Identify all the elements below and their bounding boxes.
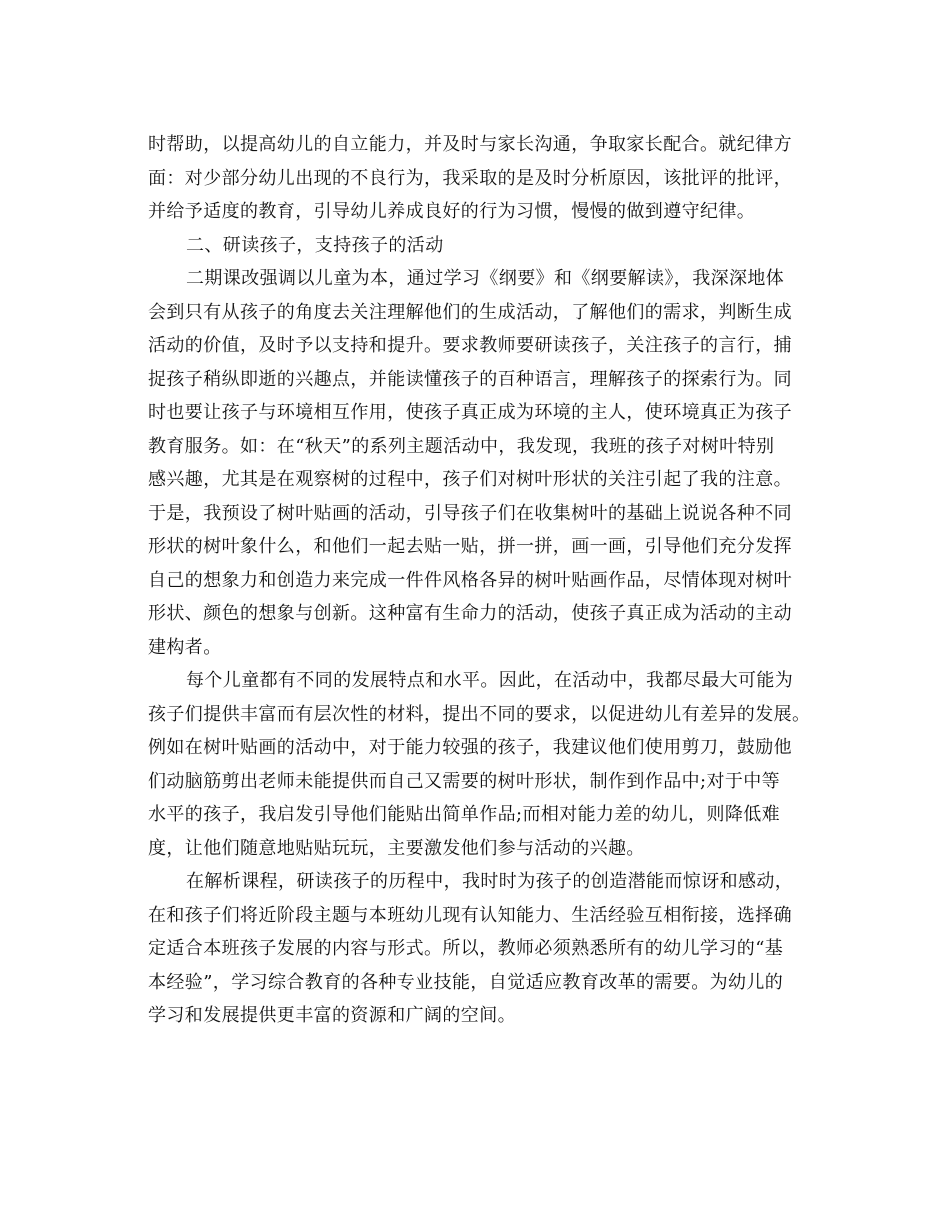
text-line: 水平的孩子，我启发引导他们能贴出简单作品;而相对能力差的幼儿，则降低难 [148,804,781,825]
paragraph-start-line: 二期课改强调以儿童为本，通过学习《纲要》和《纲要解读》，我深深地体 [186,268,785,289]
text-line: 感兴趣，尤其是在观察树的过程中，孩子们对树叶形状的关注引起了我的注意。 [148,469,792,490]
paragraph-start-line: 每个儿童都有不同的发展特点和水平。因此，在活动中，我都尽最大可能为 [186,670,794,691]
text-line: 例如在树叶贴画的活动中，对于能力较强的孩子，我建议他们使用剪刀，鼓励他 [148,737,792,758]
paragraph-start-line: 在解析课程，研读孩子的历程中，我时时为孩子的创造潜能而惊讶和感动， [186,871,794,892]
text-line: 时帮助，以提高幼儿的自立能力，并及时与家长沟通，争取家长配合。就纪律方 [148,134,792,155]
text-line: 建构者。 [148,636,222,658]
text-line: 于是，我预设了树叶贴画的活动，引导孩子们在收集树叶的基础上说说各种不同 [148,502,792,524]
text-line: 并给予适度的教育，引导幼儿养成良好的行为习惯，慢慢的做到遵守纪律。 [148,201,756,222]
text-line: 形状、颜色的想象与创新。这种富有生命力的活动，使孩子真正成为活动的主动 [148,603,792,624]
text-line: 活动的价值，及时予以支持和提升。要求教师要研读孩子，关注孩子的言行，捕 [148,335,792,356]
text-line: 自己的想象力和创造力来完成一件件风格各异的树叶贴画作品，尽情体现对树叶 [148,569,792,591]
text-line: 们动脑筋剪出老师未能提供而自己又需要的树叶形状，制作到作品中;对于中等 [148,770,781,792]
text-line: 定适合本班孩子发展的内容与形式。所以，教师必须熟悉所有的幼儿学习的“基 [148,938,784,959]
text-line: 形状的树叶象什么，和他们一起去贴一贴，拼一拼，画一画，引导他们充分发挥 [148,536,792,557]
text-line: 学习和发展提供更丰富的资源和广阔的空间。 [148,1005,516,1026]
text-line: 本经验”，学习综合教育的各种专业技能，自觉适应教育改革的需要。为幼儿的 [148,971,784,993]
text-line: 面：对少部分幼儿出现的不良行为，我采取的是及时分析原因，该批评的批评， [148,167,792,189]
text-line: 孩子们提供丰富而有层次性的材料，提出不同的要求，以促进幼儿有差异的发展。 [148,703,811,725]
text-line: 时也要让孩子与环境相互作用，使孩子真正成为环境的主人，使环境真正为孩子 [148,402,792,423]
section-heading: 二、研读孩子，支持孩子的活动 [186,234,444,256]
text-line: 在和孩子们将近阶段主题与本班幼儿现有认知能力、生活经验互相衔接，选择确 [148,904,792,926]
text-line: 会到只有从孩子的角度去关注理解他们的生成活动，了解他们的需求，判断生成 [148,301,792,323]
text-line: 度，让他们随意地贴贴玩玩，主要激发他们参与活动的兴趣。 [148,837,645,859]
document-body [148,128,814,1033]
text-line: 教育服务。如：在“秋天”的系列主题活动中，我发现，我班的孩子对树叶特别 [148,435,775,457]
text-line: 捉孩子稍纵即逝的兴趣点，并能读懂孩子的百种语言，理解孩子的探索行为。同 [148,368,792,390]
